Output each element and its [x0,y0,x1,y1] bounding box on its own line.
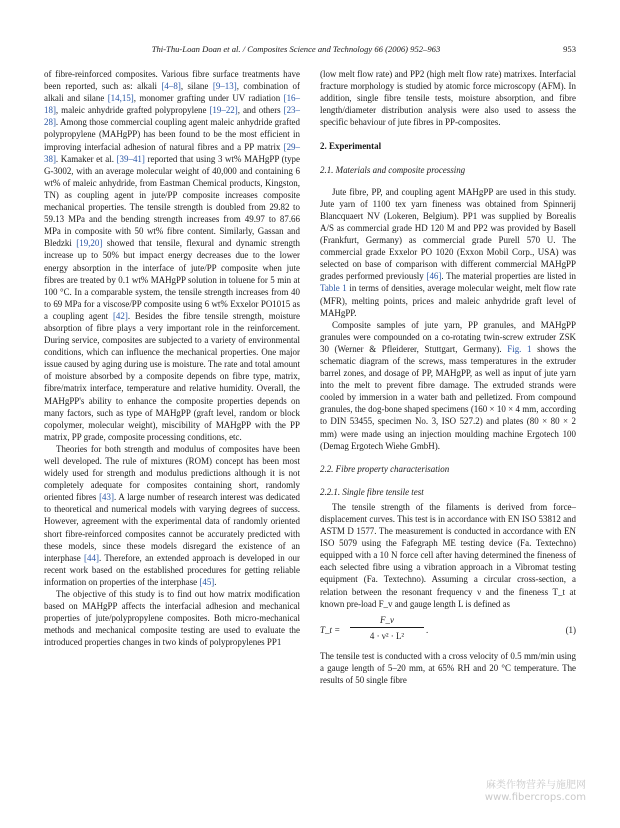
citation-link[interactable]: [9–13] [212,81,237,92]
text-run: . The material properties are listed in [441,271,576,282]
paragraph [44,588,300,648]
equation-numerator: F_v [380,614,394,625]
citation-link[interactable]: [42] [112,310,128,321]
citation-link[interactable]: [39–41] [116,153,145,164]
text-run: The tensile strength of the filaments is derived from force–displacement curves. This test is in accordance with EN ISO 53812 and ASTM D 1577. The measurement is conducted in accordance with EN ISO 5079 using the Fafegraph ME testing device (Fa. Textechno) equipped with a 10 N force cell after having determined the fineness of each selected fibre using a vibration approach in a Vibromat testing equipment (Fa. Textechno). Assuming a circular cross-section, a relation between the resonant frequency ν and the fineness T_t at known pre-load F_v and gauge length L is defined as [320,501,576,609]
text-run: (low melt flow rate) and PP2 (high melt flow rate) matrixes. Interfacial fracture morphology is studied by atomic force microscopy (AFM). In addition, single fibre tensile tests, moisture absorption, and fibre length/diameter distribution analysis were also used to assess the specific behaviour of jute fibres in PP-composites. [320,69,576,128]
left-column [44,68,300,649]
subsection-heading: 2.1. Materials and composite processing [320,164,466,175]
citation-link[interactable]: Table 1 [320,283,347,294]
paragraph [320,319,576,452]
paragraph [320,501,576,610]
running-header [44,44,576,58]
text-run: , and others [237,105,284,116]
subsection-heading: 2.2. Fibre property characterisation [320,463,450,474]
text-run: Theories for both strength and modulus of composites have been well developed. The rule of mixtures (ROM) concept has been most widely used for strength and modulus predictions although it is not completely adequate for composites containing short, randomly oriented fibres [44,443,300,503]
citation-link[interactable]: Fig. 1 [507,343,532,354]
text-run: The objective of this study is to find out how matrix modification based on MAHgPP affects the interfacial adhesion and mechanical properties of jute/polypropylene composites. Both micro-mechanical methods and mechanical composite testing are used to evaluate the introduced properties changes in two kinds of polypropylenes PP1 [44,589,300,648]
section-heading: 2. Experimental [320,141,382,152]
equation-fraction [350,614,424,642]
equation-lhs: T_t = [320,624,341,635]
running-title: Thi-Thu-Loan Doan et al. / Composites Science and Technology 66 (2006) 952–963 [151,44,441,54]
text-run: , monomer grafting under UV radiation [133,93,284,104]
citation-link[interactable]: [14,15] [107,93,134,104]
equation-number: (1) [565,624,576,635]
watermark [485,780,586,804]
paragraph [320,68,576,128]
paragraph [44,443,300,588]
text-run: Jute fibre, PP, and coupling agent MAHgPP are used in this study. Jute yarn of 1100 tex yarn fineness was obtained from Spinnerij Blancquaert NV (Lokeren, Belgium). PP1 was supplied by Borealis A/S as commercial grade HD 120 M and PP2 was provided by Basell (Frankfurt, Germany) as commercial grade Purell 570 U. The commercial grade Exxelor PO 1020 (Exxon Mobil Corp., USA) was selected on base of comparison with different commercial MAHgPP grades performed previously [320,186,576,282]
paragraph [320,650,576,686]
text-run: . Kamaker et al. [55,153,117,164]
citation-link[interactable]: [16–18] [44,93,300,116]
text-run: , maleic anhydride grafted polypropylene [55,105,210,116]
watermark-line-2: www.fibercrops.com [484,792,586,803]
citation-link[interactable]: [4–8] [161,81,181,92]
watermark-line-1: 麻类作物营养与施肥网 [486,780,586,791]
text-run: shows the schematic diagram of the screws, mass temperatures in the extruder barrel zones, and dosage of PP, MAHgPP, as well as input of jute yarn into the melt to prevent fibre damage. The extruded strands were cooled by immersion in a water bath and pelletized. From compound granules, the dog-bone shaped specimens (160 × 10 × 4 mm, according to DIN 53455, specimen No. 3, ISO 527.2) and plates (80 × 80 × 2 mm) were made using an injection moulding machine Ergotech 100 (Demag Ergotech Wiehe GmbH). [320,343,576,451]
equation-1 [320,613,576,647]
text-run: . Therefore, an extended approach is developed in our recent work based on the established procedures for getting reliable information on properties of the interphase [44,552,300,587]
citation-link[interactable]: [23–28] [44,105,300,128]
citation-link[interactable]: [29–38] [44,141,300,164]
citation-link[interactable]: [19–22] [209,105,238,116]
text-run: The tensile test is conducted with a cross velocity of 0.5 mm/min using a gauge length of 5–20 mm, at 65% RH and 20 °C temperature. The results of 50 single fibre [320,650,576,685]
text-run: , silane [180,81,213,92]
subsubsection-heading: 2.2.1. Single fibre tensile test [320,486,424,497]
fraction-bar [350,627,424,628]
text-run: of fibre-reinforced composites. Various fibre surface treatments have been reported, such as: alkali [44,69,300,92]
text-run: Composite samples of jute yarn, PP granules, and MAHgPP granules were compounded on a co-rotating twin-screw extruder ZSK 30 (Werner & Pfleiderer, Stuttgart, Germany). [320,319,576,354]
text-run: reported that using 3 wt% MAHgPP (type G-3002, with an average molecular weight of 40,000 and containing 6 wt% of maleic anhydride, from Eastman Chemical products, Kingston, TN) as coupling agent in jute/PP composite increases composite mechanical properties. The tensile strength is doubled from 29.82 to 59.13 MPa and the bending strength increases from 49.97 to 87.66 MPa in composite with 50 wt% fibre content. Similarly, Gassan and Bledzki [44,153,300,249]
citation-link[interactable]: [45] [199,576,215,587]
text-run: . [214,576,217,587]
page-number: 953 [563,44,576,54]
text-run: in terms of densities, average molecular weight, melt flow rate (MFR), melting points, prices and maleic anhydride graft level of MAHgPP. [320,283,576,318]
right-column [320,68,576,686]
citation-link[interactable]: [19,20] [76,238,103,249]
text-run: , combination of alkali and silane [44,81,301,104]
text-run: showed that tensile, flexural and dynamic strength increase up to 50% but impact energy decreases due to the lower energy absorption in the interface of jute/PP composite when jute fibres are treated by 0.1 wt% MAHgPP solution in toluene for 5 min at 100 °C. In a comparable system, the tensile strength increases from 40 to 69 MPa for a viscose/PP composite using 6 wt% Exxelor PO1015 as a coupling agent [44,238,300,321]
paragraph [44,68,300,443]
citation-link[interactable]: [44] [84,552,99,563]
paragraph [320,186,576,319]
text-run: . Besides the fibre tensile strength, moisture absorption of fibre plays a very important role in the reinforcement. During service, composites are subjected to a variety of environmental conditions, which can influence the mechanical properties. One major issue caused by aging during use is moisture. The rate and total amount of moisture absorbed by a composite depends on fibre type, matrix, fibre/matrix interface, temperature and relative humidity. Overall, the MAHgPP's ability to enhance the composite properties depends on many factors, such as type of MAHgPP (graft level, random or block copolymer, molecular weight), miscibility of MAHgPP with the PP matrix, PP grade, composite processing conditions, etc. [44,310,300,442]
equation-tail: . [426,624,429,635]
citation-link[interactable]: [43] [99,492,114,503]
text-run: . Among those commercial coupling agent maleic anhydride grafted polypropylene (MAHgPP) has been found to be the most efficient in improving interfacial adhesion of natural fibres and a PP matrix [44,117,300,152]
equation-denominator: 4 · ν² · L² [369,630,405,641]
citation-link[interactable]: [46] [426,271,442,282]
text-run: . A large number of research interest was dedicated to theoretical and numerical models with varying degrees of success. However, agreement with the experimental data of randomly oriented short fibre-reinforced composites cannot be accurately predicted with these models, since these models disregard the existence of an interphase [44,492,300,563]
